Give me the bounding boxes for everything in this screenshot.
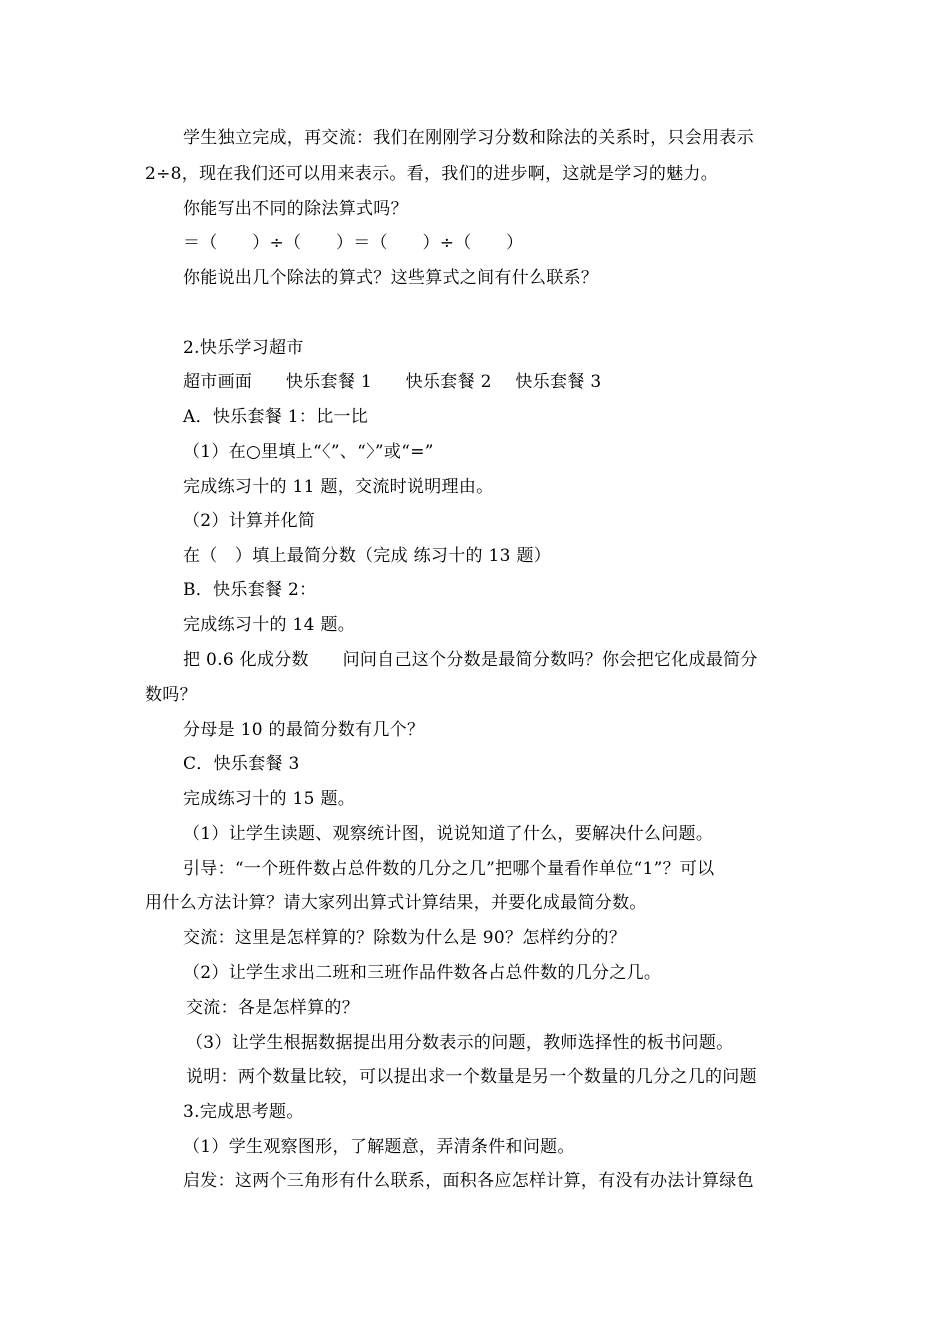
- para-line-13: 完成练习十的 11 题，交流时说明理由。: [183, 477, 494, 497]
- para-line-1: 学生独立完成，再交流：我们在刚刚学习分数和除法的关系时，只会用表示: [183, 128, 754, 148]
- section-heading-3: 3.完成思考题。: [183, 1102, 304, 1122]
- supermarket-menu: [183, 371, 601, 393]
- para-line-23: （1）让学生读题、观察统计图，说说知道了什么，要解决什么问题。: [183, 824, 714, 844]
- para-line-3: 你能写出不同的除法算式吗？: [183, 199, 408, 219]
- para-line-25: 用什么方法计算？请大家列出算式计算结果，并要化成最简分数。: [145, 893, 647, 913]
- para-line-28: 交流：各是怎样算的？: [186, 998, 359, 1018]
- para-line-33: 启发：这两个三角形有什么联系，面积各应怎样计算，有没有办法计算绿色: [183, 1171, 754, 1191]
- para-line-15: 在（ ）填上最简分数（完成 练习十的 13 题）: [183, 546, 552, 566]
- para-line-14: （2）计算并化简: [183, 511, 316, 531]
- menu-item-set-1: 快乐套餐 1: [285, 372, 372, 392]
- para-line-18: [183, 649, 758, 671]
- para-line-26: 交流：这里是怎样算的？除数为什么是 90？怎样约分的？: [183, 928, 627, 948]
- para-line-12: （1）在○里填上“〈”、“〉”或“=”: [183, 442, 434, 462]
- set-b-heading: B．快乐套餐 2：: [183, 580, 317, 600]
- para-line-2: 2÷8，现在我们还可以用来表示。看，我们的进步啊，这就是学习的魅力。: [145, 164, 719, 184]
- menu-item-set-3: 快乐套餐 3: [515, 372, 602, 392]
- self-question-text: 问问自己这个分数是最简分数吗？你会把它化成最简分: [342, 650, 758, 670]
- para-line-30: 说明：两个数量比较，可以提出求一个数量是另一个数量的几分之几的问题: [186, 1067, 757, 1087]
- para-line-17: 完成练习十的 14 题。: [183, 615, 356, 635]
- menu-item-screen: 超市画面: [183, 372, 253, 392]
- menu-item-set-2: 快乐套餐 2: [405, 372, 492, 392]
- equation-line: ＝（ ）÷（ ）＝（ ）÷（ ）: [183, 233, 524, 253]
- para-line-19: 数吗？: [145, 685, 197, 705]
- para-line-32: （1）学生观察图形，了解题意，弄清条件和问题。: [183, 1137, 575, 1157]
- para-line-27: （2）让学生求出二班和三班作品件数各占总件数的几分之几。: [183, 963, 662, 983]
- para-line-20: 分母是 10 的最简分数有几个？: [183, 720, 425, 740]
- set-c-heading: C．快乐套餐 3: [183, 754, 300, 774]
- para-line-24: 引导：“一个班件数占总件数的几分之几”把哪个量看作单位“1”？可以: [183, 859, 715, 879]
- section-heading: 2.快乐学习超市: [183, 338, 304, 358]
- para-line-5: 你能说出几个除法的算式？这些算式之间有什么联系？: [183, 268, 599, 288]
- set-a-heading: A．快乐套餐 1：比一比: [183, 407, 369, 427]
- para-line-29: （3）让学生根据数据提出用分数表示的问题，教师选择性的板书问题。: [186, 1033, 734, 1053]
- para-line-22: 完成练习十的 15 题。: [183, 789, 356, 809]
- convert-fraction-text: 把 0.6 化成分数: [183, 650, 309, 670]
